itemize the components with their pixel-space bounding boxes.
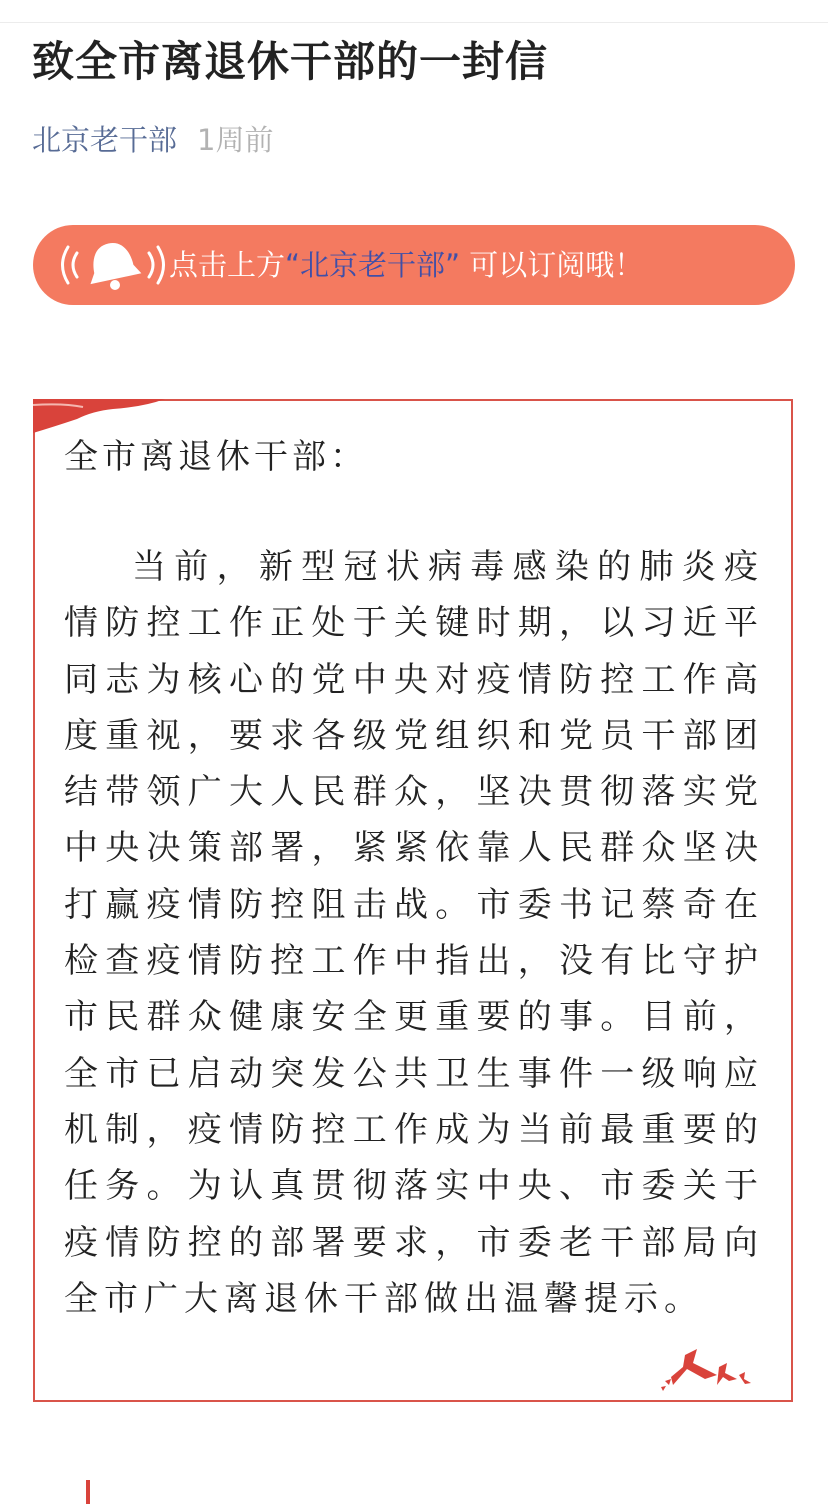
- section-marker: [86, 1480, 90, 1504]
- bell-icon: [57, 235, 173, 295]
- letter-paragraph: 当前，新型冠状病毒感染的肺炎疫情防控工作正处于关键时期，以习近平同志为核心的党中央对疫情防控工作高度重视，要求各级党组织和党员干部团结带领广大人民群众，坚决贯彻落实党中央决策部署，紧紧依靠人民群众坚决打赢疫情防控阻击战。市委书记蔡奇在检查疫情防控工作中指出，没有比守护市民群众健康安全更重要的事。目前，全市已启动突发公共卫生事件一级响应机制，疫情防控工作成为当前最重要的任务。为认真贯彻落实中央、市委关于疫情防控的部署要求，市委老干部局向全市广大离退休干部做出温馨提示。: [64, 547, 764, 1319]
- letter-greeting: 全市离退休干部：: [64, 437, 368, 477]
- banner-account-name: “北京老干部”: [285, 248, 461, 282]
- subscribe-banner[interactable]: [33, 225, 795, 305]
- publish-time: 1周前: [197, 123, 274, 157]
- flying-birds-icon: [657, 1345, 757, 1393]
- banner-prefix: 点击上方: [169, 248, 286, 282]
- letter-box: [33, 399, 793, 1402]
- banner-suffix: 可以订阅哦！: [460, 248, 644, 282]
- subscribe-banner-text: [169, 225, 643, 305]
- article-meta: [32, 118, 273, 162]
- top-divider: [0, 22, 828, 23]
- article-title: 致全市离退休干部的一封信: [32, 37, 549, 86]
- account-name-link[interactable]: 北京老干部: [32, 123, 178, 157]
